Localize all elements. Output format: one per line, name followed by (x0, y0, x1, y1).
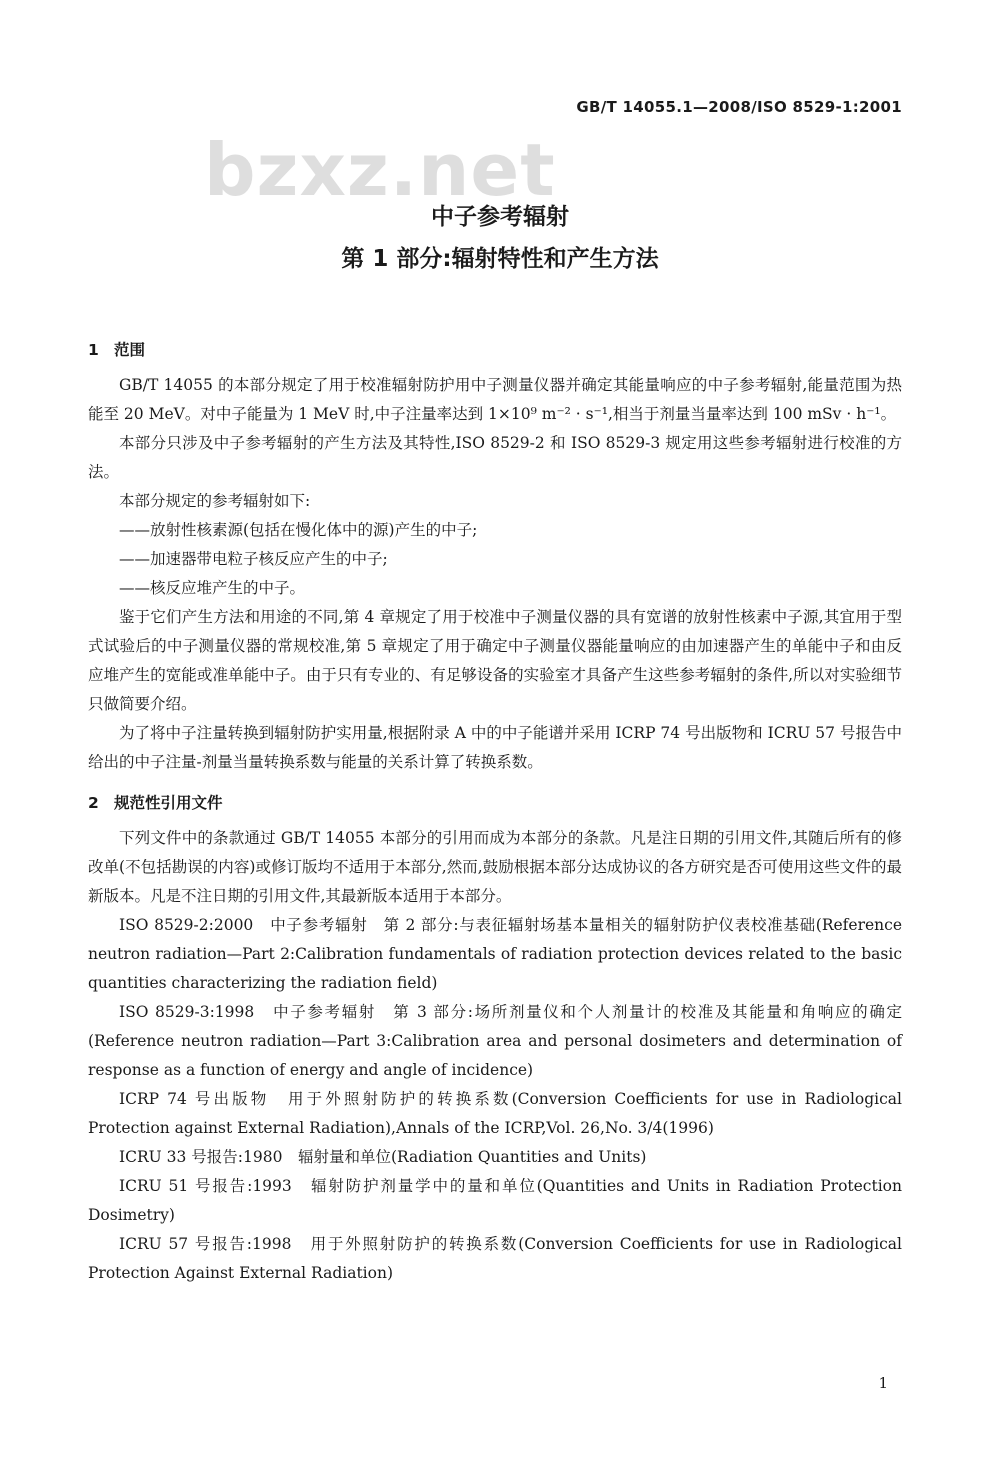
reference-item: ISO 8529-3:1998 中子参考辐射 第 3 部分:场所剂量仪和个人剂量计的校准及其能量和角响应的确定(Reference neutron radiation—Part 3:Calibration area and personal dosimeters and determination of response as a function of energy and angle of incidence) (88, 1003, 902, 1079)
paragraph: 本部分只涉及中子参考辐射的产生方法及其特性,ISO 8529-2 和 ISO 8529-3 规定用这些参考辐射进行校准的方法。 (88, 434, 902, 481)
list-item: ——放射性核素源(包括在慢化体中的源)产生的中子; (119, 521, 478, 539)
document-body (88, 336, 902, 1288)
paragraph: 为了将中子注量转换到辐射防护实用量,根据附录 A 中的中子能谱并采用 ICRP 74 号出版物和 ICRU 57 号报告中给出的中子注量-剂量当量转换系数与能量的关系计算了转换系数。 (88, 724, 902, 771)
paragraph: 鉴于它们产生方法和用途的不同,第 4 章规定了用于校准中子测量仪器的具有宽谱的放射性核素中子源,其宜用于型式试验后的中子测量仪器的常规校准,第 5 章规定了用于确定中子测量仪器能量响应的由加速器产生的单能中子和由反应堆产生的宽能或准单能中子。由于只有专业的、有足够设备的实验室才具备产生这些参考辐射的条件,所以对实验细节只做简要介绍。 (88, 608, 902, 713)
section-number: 2 (88, 794, 99, 812)
reference-item: ICRU 33 号报告:1980 辐射量和单位(Radiation Quantities and Units) (119, 1148, 647, 1166)
section-heading-normative-references (88, 789, 902, 818)
reference-item: ICRP 74 号出版物 用于外照射防护的转换系数(Conversion Coefficients for use in Radiological Protection against External Radiation),Annals of the ICRP,Vol. 26,No. 3/4(1996) (88, 1090, 902, 1137)
paragraph: 下列文件中的条款通过 GB/T 14055 本部分的引用而成为本部分的条款。凡是注日期的引用文件,其随后所有的修改单(不包括勘误的内容)或修订版均不适用于本部分,然而,鼓励根据本部分达成协议的各方研究是否可使用这些文件的最新版本。凡是不注日期的引用文件,其最新版本适用于本部分。 (88, 829, 902, 905)
section-title: 范围 (114, 341, 146, 359)
reference-item: ICRU 51 号报告:1993 辐射防护剂量学中的量和单位(Quantities and Units in Radiation Protection Dosimetry) (88, 1177, 902, 1224)
watermark: bzxz.net (204, 128, 556, 212)
paragraph: 本部分规定的参考辐射如下: (119, 492, 311, 510)
list-item: ——加速器带电粒子核反应产生的中子; (119, 550, 388, 568)
reference-item: ICRU 57 号报告:1998 用于外照射防护的转换系数(Conversion Coefficients for use in Radiological Protection Against External Radiation) (88, 1235, 902, 1282)
section-number: 1 (88, 341, 99, 359)
paragraph: GB/T 14055 的本部分规定了用于校准辐射防护用中子测量仪器并确定其能量响应的中子参考辐射,能量范围为热能至 20 MeV。对中子能量为 1 MeV 时,中子注量率达到 1×10⁹ m⁻² · s⁻¹,相当于剂量当量率达到 100 mSv · h⁻¹。 (88, 376, 902, 423)
reference-item: ISO 8529-2:2000 中子参考辐射 第 2 部分:与表征辐射场基本量相关的辐射防护仪表校准基础(Reference neutron radiation—Part 2:Calibration fundamentals of radiation protection devices related to the basic quantities characterizing the radiation field) (88, 916, 902, 992)
document-subtitle: 第 1 部分:辐射特性和产生方法 (341, 246, 659, 272)
page-number: 1 (878, 1374, 888, 1392)
list-item: ——核反应堆产生的中子。 (119, 579, 306, 597)
standard-code: GB/T 14055.1—2008/ISO 8529-1:2001 (576, 98, 902, 116)
section-heading-scope (88, 336, 902, 365)
section-title: 规范性引用文件 (114, 794, 223, 812)
document-title: 中子参考辐射 (431, 204, 569, 230)
